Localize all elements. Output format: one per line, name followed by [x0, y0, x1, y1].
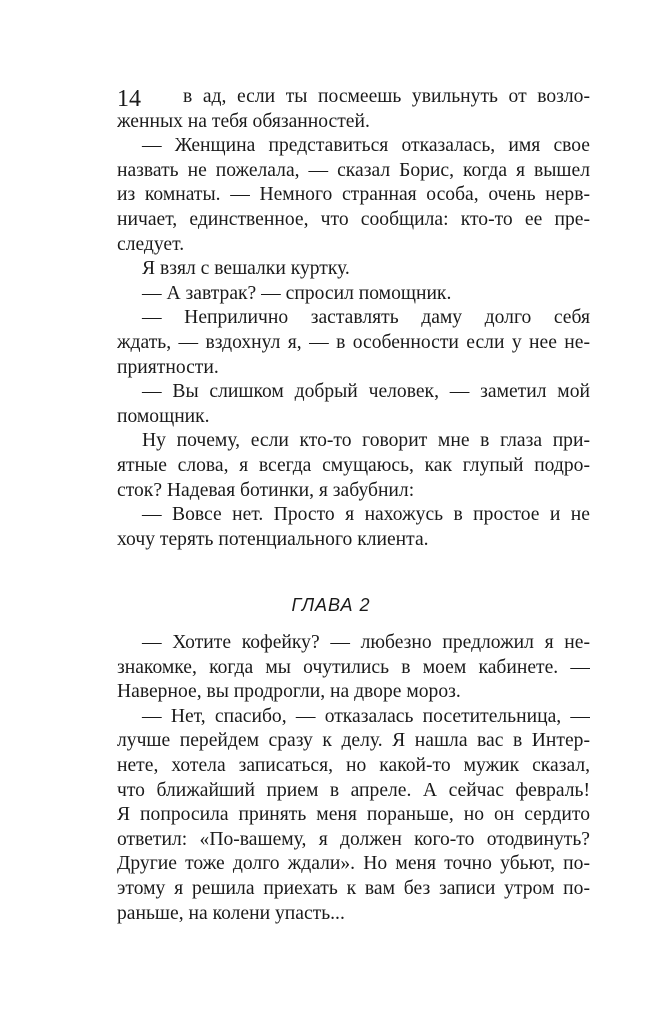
- text-line: следует.: [117, 233, 185, 255]
- text-line: сток? Надевая ботинки, я забубнил:: [117, 479, 415, 501]
- chapter-heading: ГЛАВА 2: [291, 595, 371, 615]
- text-section-2: [117, 631, 590, 926]
- text-line: Наверное, вы продрогли, на дворе мороз.: [117, 681, 461, 703]
- text-line: Ну почему, если кто-то говорит мне в глаза при-: [142, 430, 590, 452]
- text-line: — Неприлично заставлять даму долго себя: [142, 307, 590, 329]
- text-line: раньше, на колени упасть...: [117, 902, 345, 924]
- text-line: ничает, единственное, что сообщила: кто-то ее пре-: [117, 208, 590, 230]
- text-line: — Вовсе нет. Просто я нахожусь в простое и не: [142, 504, 590, 526]
- text-line: Я взял с вешалки куртку.: [142, 258, 350, 280]
- text-line: приятности.: [117, 356, 219, 378]
- text-section-1: [117, 85, 590, 552]
- text-line: — Вы слишком добрый человек, — заметил мой: [142, 381, 590, 403]
- page-number: 14: [117, 86, 141, 112]
- text-line: знакомке, когда мы очутились в моем кабинете. —: [117, 656, 590, 678]
- text-line: нете, хотела записаться, но какой-то мужик сказал,: [117, 754, 590, 776]
- text-line: Другие тоже долго ждали». Но меня точно убьют, по-: [117, 853, 590, 875]
- text-line: помощник.: [117, 405, 210, 427]
- text-line: — Женщина представиться отказалась, имя свое: [142, 135, 590, 157]
- text-line: женных на тебя обязанностей.: [117, 110, 370, 132]
- text-line: в ад, если ты посмеешь увильнуть от возло-: [183, 86, 590, 107]
- text-line: назвать не пожелала, — сказал Борис, когда я вышел: [117, 159, 590, 181]
- text-line: ждать, — вздохнул я, — в особенности если у нее не-: [117, 331, 590, 353]
- text-line: — А завтрак? — спросил помощник.: [142, 282, 452, 304]
- text-line: — Хотите кофейку? — любезно предложил я не-: [142, 632, 590, 653]
- text-line: что ближайший прием в апреле. А сейчас февраль!: [117, 779, 590, 801]
- text-line: — Нет, спасибо, — отказалась посетительница, —: [142, 705, 590, 727]
- text-line: этому я решила приехать к вам без записи утром по-: [117, 877, 590, 899]
- text-line: лучше перейдем сразу к делу. Я нашла вас в Интер-: [117, 730, 590, 752]
- text-line: ятные слова, я всегда смущаюсь, как глупый подро-: [117, 454, 590, 476]
- text-line: ответил: «По-вашему, я должен кого-то отодвинуть?: [117, 828, 590, 850]
- text-line: из комнаты. — Немного странная особа, очень нерв-: [117, 184, 590, 206]
- text-line: Я попросила принять меня пораньше, но он сердито: [117, 804, 590, 826]
- text-line: хочу терять потенциального клиента.: [117, 528, 429, 550]
